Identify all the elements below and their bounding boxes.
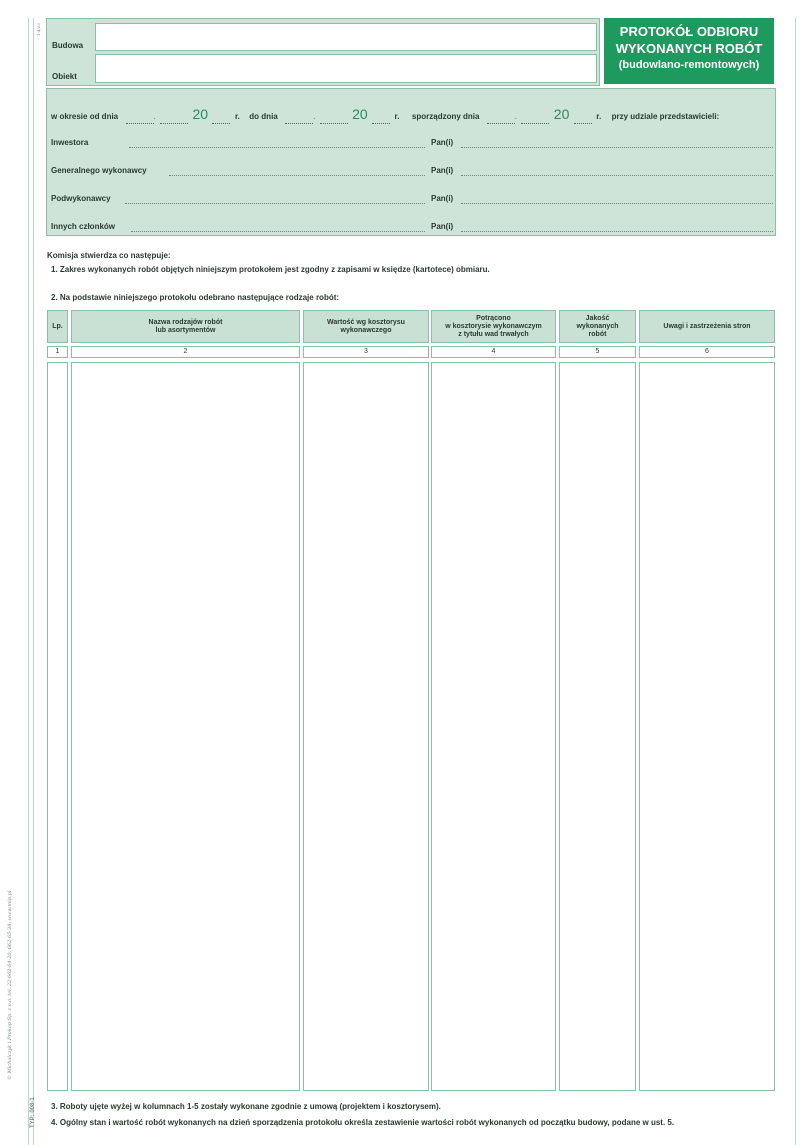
made-day-field[interactable]	[487, 115, 515, 124]
header-remarks: Uwagi i zastrzeżenia stron	[639, 310, 775, 343]
header-deducted: Potrącono w kosztorysie wykonawczym z tytułu wad trwałych	[431, 310, 556, 343]
header-lp: Lp.	[47, 310, 68, 343]
commission-intro: Komisja stwierdza co następuje:	[47, 251, 171, 260]
pan-name-field[interactable]	[461, 147, 773, 148]
made-year-prefix: 20	[553, 106, 570, 122]
margin-line-right	[795, 18, 796, 1145]
from-year-prefix: 20	[192, 106, 209, 122]
col-number-6: 6	[639, 346, 775, 358]
point-4: 4. Ogólny stan i wartość robót wykonanych na dzień sporządzenia protokołu określa zestawienie wartości robót wykonanych od początku budowy, podane w ust. 5.	[51, 1118, 675, 1127]
made-label: sporządzony dnia	[411, 112, 480, 121]
pan-label: Pan(i)	[431, 194, 454, 203]
party-row-other-members	[51, 222, 773, 234]
col-number-4: 4	[431, 346, 556, 358]
made-year-field[interactable]	[574, 115, 592, 124]
title-line-3: (budowlano-remontowych)	[618, 59, 760, 71]
pan-label: Pan(i)	[431, 166, 454, 175]
side-type-code: TYP: 008-1	[30, 1097, 36, 1128]
header-quality: Jakość wykonanych robót	[559, 310, 636, 343]
col-number-1: 1	[47, 346, 68, 358]
made-month-field[interactable]	[521, 115, 549, 124]
party-row-general-contractor	[51, 166, 773, 178]
column-remarks-area[interactable]	[639, 362, 775, 1091]
side-code-top: 1-4/03	[36, 23, 41, 36]
col-number-3: 3	[303, 346, 429, 358]
party-name-field[interactable]	[125, 203, 425, 204]
point-1: 1. Zakres wykonanych robót objętych niniejszym protokołem jest zgodny z zapisami w księdze (kartotece) obmiaru.	[51, 265, 490, 274]
party-label: Innych członków	[51, 222, 116, 231]
from-month-field[interactable]	[160, 115, 188, 124]
from-label: w okresie od dnia	[51, 112, 119, 121]
header-name: Nazwa rodzajów robót lub asortymentów	[71, 310, 300, 343]
reps-label: przy udziale przedstawicieli:	[611, 112, 720, 121]
site-panel	[46, 18, 600, 86]
pan-name-field[interactable]	[461, 231, 773, 232]
made-r: r.	[596, 112, 602, 121]
party-label: Generalnego wykonawcy	[51, 166, 147, 175]
margin-line-1	[28, 18, 29, 1145]
margin-line-2	[33, 18, 34, 1145]
header-value: Wartość wg kosztorysu wykonawczego	[303, 310, 429, 343]
parties-panel	[46, 88, 776, 236]
column-deducted-area[interactable]	[431, 362, 556, 1091]
col-number-5: 5	[559, 346, 636, 358]
party-name-field[interactable]	[169, 175, 425, 176]
to-r: r.	[394, 112, 400, 121]
to-month-field[interactable]	[320, 115, 348, 124]
from-year-field[interactable]	[212, 115, 230, 124]
pan-label: Pan(i)	[431, 222, 454, 231]
point-2: 2. Na podstawie niniejszego protokołu odebrano następujące rodzaje robót:	[51, 293, 340, 302]
from-r: r.	[234, 112, 240, 121]
column-value-area[interactable]	[303, 362, 429, 1091]
side-publisher: © Michalczyk i Prokop Sp. z o.o. tel. 22 662-64-20, 662-65-38; www.mip.pl	[7, 890, 13, 1080]
col-number-2: 2	[71, 346, 300, 358]
point-3: 3. Roboty ujęte wyżej w kolumnach 1-5 zostały wykonane zgodnie z umową (projektem i kosztorysem).	[51, 1102, 441, 1111]
budowa-label: Budowa	[52, 41, 84, 50]
pan-name-field[interactable]	[461, 175, 773, 176]
period-row: w okresie od dnia . 20 r. do dnia . 20 r. sporządzony dnia . 20 r. przy udziale przedstawicieli:	[51, 106, 720, 122]
pan-name-field[interactable]	[461, 203, 773, 204]
obiekt-label: Obiekt	[52, 72, 77, 81]
party-label: Podwykonawcy	[51, 194, 111, 203]
column-quality-area[interactable]	[559, 362, 636, 1091]
to-label: do dnia	[249, 112, 278, 121]
pan-label: Pan(i)	[431, 138, 454, 147]
obiekt-field[interactable]	[95, 54, 597, 83]
to-year-prefix: 20	[352, 106, 368, 122]
column-name-area[interactable]	[71, 362, 300, 1091]
party-row-investor	[51, 138, 773, 150]
from-day-field[interactable]	[126, 115, 154, 124]
title-line-2: WYKONANYCH ROBÓT	[615, 41, 763, 56]
party-row-subcontractor	[51, 194, 773, 206]
party-name-field[interactable]	[131, 231, 425, 232]
to-day-field[interactable]	[285, 115, 313, 124]
to-year-field[interactable]	[372, 115, 390, 124]
title-line-1: PROTOKÓŁ ODBIORU	[619, 24, 759, 39]
budowa-field[interactable]	[95, 23, 597, 51]
party-label: Inwestora	[51, 138, 89, 147]
party-name-field[interactable]	[129, 147, 425, 148]
column-lp-area[interactable]	[47, 362, 68, 1091]
document-title	[604, 18, 774, 84]
